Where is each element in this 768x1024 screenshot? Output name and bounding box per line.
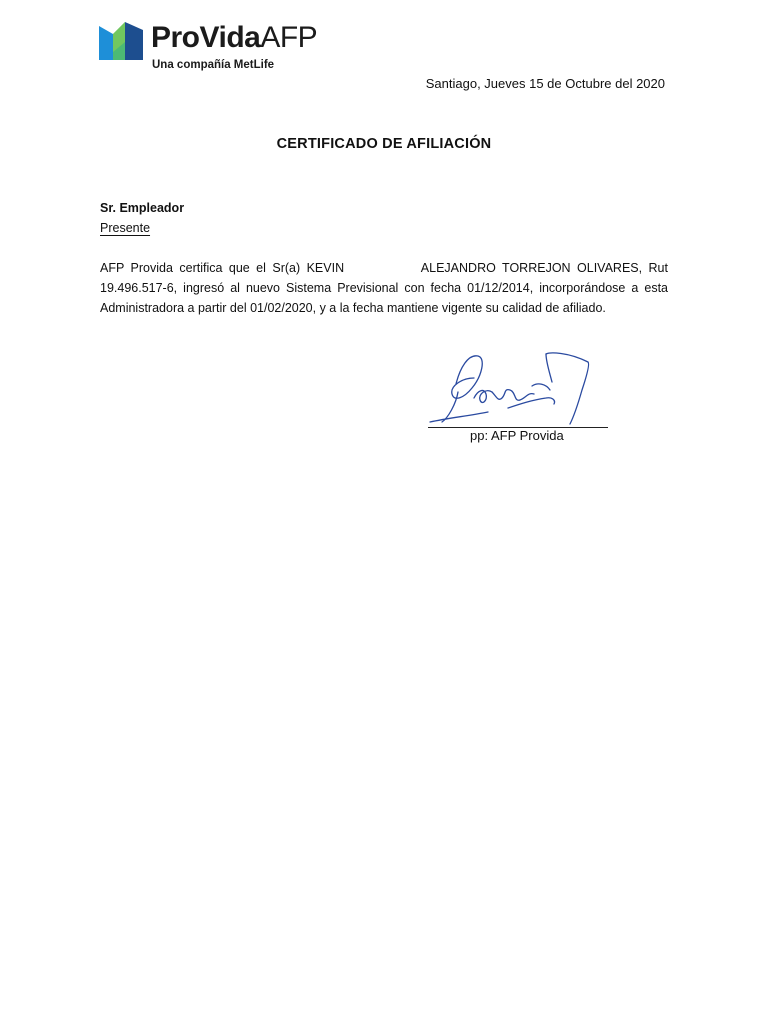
brand-name [151, 21, 317, 55]
document-title: CERTIFICADO DE AFILIACIÓN [276, 136, 492, 152]
body-line: AFP Provida certifica que el Sr(a) KEVIN ALEJANDRO TORREJON OLIVARES, Rut [100, 261, 668, 275]
provida-logo-icon [99, 20, 143, 60]
provida-logo [99, 18, 339, 76]
document-date: Santiago, Jueves 15 de Octubre del 2020 [425, 76, 665, 91]
signer-name: pp: AFP Provida [470, 428, 564, 443]
certificate-body [100, 258, 668, 318]
brand-name-afp: AFP [260, 21, 318, 54]
brand-name-bold: ProVida [151, 21, 261, 54]
handwritten-signature [428, 348, 608, 430]
brand-tagline: Una compañía MetLife [152, 59, 275, 71]
body-line: Administradora a partir del 01/02/2020, y a la fecha mantiene vigente su calidad de afiliado. [100, 301, 606, 315]
presente-label: Presente [100, 221, 151, 235]
body-line: 19.496.517-6, ingresó al nuevo Sistema Previsional con fecha 01/12/2014, incorporándose a esta [100, 281, 668, 295]
salutation: Sr. Empleador [100, 201, 185, 215]
